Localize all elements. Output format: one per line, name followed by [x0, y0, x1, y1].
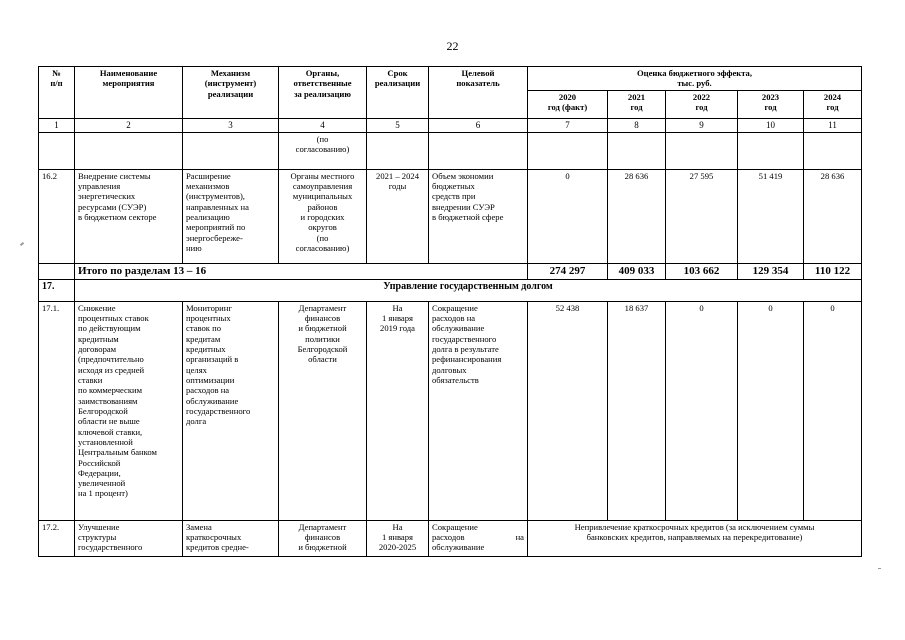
measure-target — [429, 520, 528, 556]
value-2024: 28 636 — [804, 169, 862, 263]
measure-term: 2021 – 2024 годы — [367, 169, 429, 263]
target-line-2 — [432, 532, 524, 542]
column-number: 2 — [75, 118, 183, 132]
row-number: 17.2. — [39, 520, 75, 556]
measure-term: На 1 января 2019 года — [367, 301, 429, 520]
measure-target: Объем экономии бюджетных средств при внедрении СУЭР в бюджетной сфере — [429, 169, 528, 263]
column-number: 3 — [183, 118, 279, 132]
header-year-2023: 2023 год — [738, 90, 804, 118]
measure-name: Внедрение системы управления энергетических ресурсами (СУЭР) в бюджетном секторе — [75, 169, 183, 263]
value-2021: 18 637 — [608, 301, 666, 520]
column-number: 9 — [666, 118, 738, 132]
target-line-3: обслуживание — [432, 542, 485, 553]
measure-name: Снижение процентных ставок по действующим кредитным договорам (предпочтительно исходя из средней ставки по коммерческим заимствованиям Белгородской области не выше ключевой ставки, установленной Центральным банком Российской Федерации, увеличенной на 1 процент) — [75, 301, 183, 520]
value-2024: 0 — [804, 301, 862, 520]
header-bodies: Органы, ответственные за реализацию — [279, 67, 367, 119]
row-number: 17.1. — [39, 301, 75, 520]
table-row-continuation — [39, 132, 862, 169]
header-budget-effect: Оценка бюджетного эффекта, тыс. руб. — [528, 67, 862, 91]
header-year-2024: 2024 год — [804, 90, 862, 118]
value-2023: 0 — [738, 301, 804, 520]
measure-bodies: Департамент финансов и бюджетной — [279, 520, 367, 556]
header-target: Целевой показатель — [429, 67, 528, 119]
column-number: 8 — [608, 118, 666, 132]
section-title: Управление государственным долгом — [75, 279, 862, 301]
column-number: 5 — [367, 118, 429, 132]
total-2022: 103 662 — [666, 263, 738, 279]
target-line-1: Сокращение — [432, 521, 478, 532]
value-2023: 51 419 — [738, 169, 804, 263]
measure-mechanism: Мониторинг процентных ставок по кредитам кредитных организаций в целях оптимизации расходов на обслуживание государственного долга — [183, 301, 279, 520]
column-number: 10 — [738, 118, 804, 132]
column-number: 1 — [39, 118, 75, 132]
continuation-bodies: (по согласованию) — [279, 132, 367, 169]
target-word: на — [515, 532, 524, 543]
scan-mark — [20, 242, 24, 246]
section-number: 17. — [39, 279, 75, 301]
header-year-2020: 2020 год (факт) — [528, 90, 608, 118]
measure-mechanism: Замена краткосрочных кредитов средне- — [183, 520, 279, 556]
total-2024: 110 122 — [804, 263, 862, 279]
table-row-17-1 — [39, 301, 862, 520]
measure-mechanism: Расширение механизмов (инструментов), направленных на реализацию мероприятий по энергосбереже- нию — [183, 169, 279, 263]
measure-bodies: Органы местного самоуправления муниципальных районов и городских округов (по согласованию) — [279, 169, 367, 263]
table-row-17-2 — [39, 520, 862, 556]
total-2021: 409 033 — [608, 263, 666, 279]
measure-note: Непривлечение краткосрочных кредитов (за исключением суммы банковских кредитов, направляемых на перекредитование) — [528, 520, 862, 556]
total-2020: 274 297 — [528, 263, 608, 279]
header-year-2022: 2022 год — [666, 90, 738, 118]
column-number: 7 — [528, 118, 608, 132]
total-2023: 129 354 — [738, 263, 804, 279]
measure-target: Сокращение расходов на обслуживание государственного долга в результате рефинансирования долговых обязательств — [429, 301, 528, 520]
header-num: № п/п — [39, 67, 75, 119]
measure-bodies: Департамент финансов и бюджетной политики Белгородской области — [279, 301, 367, 520]
header-mechanism: Механизм (инструмент) реализации — [183, 67, 279, 119]
header-term: Срок реализации — [367, 67, 429, 119]
column-number: 4 — [279, 118, 367, 132]
header-name: Наименование мероприятия — [75, 67, 183, 119]
value-2022: 27 595 — [666, 169, 738, 263]
value-2021: 28 636 — [608, 169, 666, 263]
value-2020: 52 438 — [528, 301, 608, 520]
measure-name: Улучшение структуры государственного — [75, 520, 183, 556]
header-year-2021: 2021 год — [608, 90, 666, 118]
measure-term: На 1 января 2020-2025 — [367, 520, 429, 556]
total-row — [39, 263, 862, 279]
page-number: 22 — [446, 39, 459, 53]
target-word: расходов — [432, 532, 465, 543]
value-2022: 0 — [666, 301, 738, 520]
section-row-17 — [39, 279, 862, 301]
total-label: Итого по разделам 13 – 16 — [75, 263, 528, 279]
budget-measures-table — [38, 66, 862, 557]
row-number: 16.2 — [39, 169, 75, 263]
column-number: 6 — [429, 118, 528, 132]
table-row-16-2 — [39, 169, 862, 263]
scan-mark — [878, 568, 881, 569]
column-number: 11 — [804, 118, 862, 132]
value-2020: 0 — [528, 169, 608, 263]
